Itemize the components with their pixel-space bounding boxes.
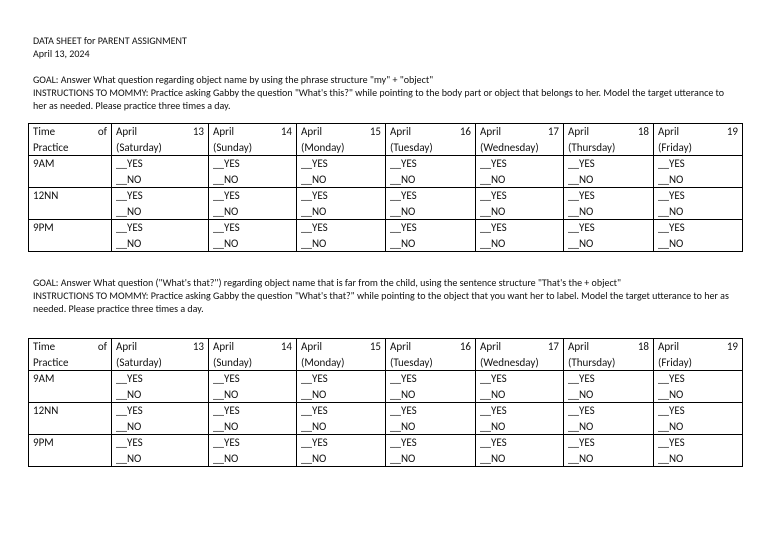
no-option: __NO bbox=[116, 419, 142, 433]
yes-option: __YES bbox=[213, 221, 240, 234]
yes-no-cell[interactable] bbox=[476, 188, 564, 220]
time-cell bbox=[29, 188, 112, 220]
no-option: __NO bbox=[658, 172, 684, 186]
yes-no-cell[interactable] bbox=[564, 403, 654, 435]
yes-option: __YES bbox=[390, 221, 417, 234]
yes-option: __YES bbox=[301, 157, 328, 170]
time-label: 9AM bbox=[33, 157, 55, 170]
header-of-label: of bbox=[97, 340, 107, 353]
yes-option: __YES bbox=[568, 157, 595, 170]
no-option: __NO bbox=[658, 236, 684, 250]
yes-no-cell[interactable] bbox=[654, 403, 743, 435]
yes-option: __YES bbox=[658, 221, 685, 234]
yes-option: __YES bbox=[568, 189, 595, 202]
no-option: __NO bbox=[390, 236, 416, 250]
no-option: __NO bbox=[213, 387, 239, 401]
yes-no-cell[interactable] bbox=[297, 371, 386, 403]
day-month: April bbox=[116, 125, 138, 138]
no-option: __NO bbox=[213, 204, 239, 218]
yes-no-cell[interactable] bbox=[209, 156, 297, 188]
day-month: April bbox=[568, 125, 590, 138]
day-month: April bbox=[116, 340, 138, 353]
yes-no-cell[interactable] bbox=[654, 435, 743, 467]
no-option: __NO bbox=[480, 419, 506, 433]
no-option: __NO bbox=[568, 419, 594, 433]
day-header bbox=[476, 124, 564, 156]
yes-option: __YES bbox=[658, 157, 685, 170]
yes-no-cell[interactable] bbox=[654, 220, 743, 252]
no-option: __NO bbox=[390, 419, 416, 433]
day-month: April bbox=[658, 125, 680, 138]
no-option: __NO bbox=[301, 451, 327, 465]
day-weekday: (Monday) bbox=[301, 355, 345, 369]
time-cell bbox=[29, 156, 112, 188]
yes-no-cell[interactable] bbox=[386, 156, 476, 188]
no-option: __NO bbox=[213, 451, 239, 465]
no-option: __NO bbox=[568, 172, 594, 186]
day-header bbox=[564, 124, 654, 156]
yes-option: __YES bbox=[116, 372, 143, 385]
day-header bbox=[297, 339, 386, 371]
no-option: __NO bbox=[116, 236, 142, 250]
yes-option: __YES bbox=[301, 221, 328, 234]
yes-no-cell[interactable] bbox=[386, 403, 476, 435]
yes-option: __YES bbox=[658, 189, 685, 202]
yes-option: __YES bbox=[116, 189, 143, 202]
header-time-label: Time bbox=[33, 125, 56, 138]
yes-option: __YES bbox=[480, 404, 507, 417]
yes-no-cell[interactable] bbox=[564, 188, 654, 220]
yes-option: __YES bbox=[213, 189, 240, 202]
yes-no-cell[interactable] bbox=[654, 188, 743, 220]
no-option: __NO bbox=[658, 387, 684, 401]
yes-no-cell[interactable] bbox=[209, 188, 297, 220]
yes-no-cell[interactable] bbox=[112, 156, 209, 188]
no-option: __NO bbox=[480, 451, 506, 465]
document-header bbox=[33, 34, 187, 60]
day-header bbox=[209, 339, 297, 371]
yes-no-cell[interactable] bbox=[654, 156, 743, 188]
no-option: __NO bbox=[658, 419, 684, 433]
day-number: 13 bbox=[192, 125, 204, 138]
section1-text bbox=[33, 73, 733, 112]
table-row bbox=[29, 188, 743, 220]
time-label: 12NN bbox=[33, 404, 59, 417]
day-weekday: (Wednesday) bbox=[480, 140, 539, 154]
document-title: DATA SHEET for PARENT ASSIGNMENT bbox=[33, 34, 187, 47]
yes-no-cell[interactable] bbox=[112, 371, 209, 403]
no-option: __NO bbox=[301, 387, 327, 401]
table-row bbox=[29, 156, 743, 188]
day-month: April bbox=[658, 340, 680, 353]
yes-no-cell[interactable] bbox=[209, 403, 297, 435]
no-option: __NO bbox=[301, 204, 327, 218]
day-number: 19 bbox=[726, 340, 738, 353]
section2-text bbox=[33, 276, 733, 315]
day-number: 14 bbox=[280, 125, 292, 138]
yes-no-cell[interactable] bbox=[564, 435, 654, 467]
yes-option: __YES bbox=[301, 436, 328, 449]
no-option: __NO bbox=[568, 236, 594, 250]
day-number: 19 bbox=[726, 125, 738, 138]
yes-no-cell[interactable] bbox=[112, 220, 209, 252]
day-header bbox=[654, 339, 743, 371]
day-number: 15 bbox=[369, 125, 381, 138]
no-option: __NO bbox=[301, 419, 327, 433]
day-number: 18 bbox=[637, 125, 649, 138]
no-option: __NO bbox=[213, 419, 239, 433]
yes-option: __YES bbox=[390, 372, 417, 385]
table-row bbox=[29, 371, 743, 403]
yes-option: __YES bbox=[213, 157, 240, 170]
data-table-2 bbox=[28, 338, 743, 467]
yes-no-cell[interactable] bbox=[386, 371, 476, 403]
day-header bbox=[654, 124, 743, 156]
day-number: 16 bbox=[459, 125, 471, 138]
yes-option: __YES bbox=[568, 436, 595, 449]
day-number: 17 bbox=[547, 125, 559, 138]
yes-option: __YES bbox=[301, 189, 328, 202]
yes-option: __YES bbox=[658, 372, 685, 385]
yes-no-cell[interactable] bbox=[564, 371, 654, 403]
no-option: __NO bbox=[116, 172, 142, 186]
no-option: __NO bbox=[390, 451, 416, 465]
day-weekday: (Saturday) bbox=[116, 140, 162, 154]
time-cell bbox=[29, 220, 112, 252]
no-option: __NO bbox=[568, 387, 594, 401]
day-weekday: (Saturday) bbox=[116, 355, 162, 369]
yes-option: __YES bbox=[213, 436, 240, 449]
no-option: __NO bbox=[301, 236, 327, 250]
no-option: __NO bbox=[568, 204, 594, 218]
yes-option: __YES bbox=[116, 157, 143, 170]
day-number: 13 bbox=[192, 340, 204, 353]
yes-no-cell[interactable] bbox=[209, 371, 297, 403]
day-month: April bbox=[301, 125, 323, 138]
time-label: 9AM bbox=[33, 372, 55, 385]
day-weekday: (Thursday) bbox=[568, 355, 616, 369]
yes-no-cell[interactable] bbox=[297, 188, 386, 220]
day-header bbox=[386, 339, 476, 371]
time-label: 9PM bbox=[33, 221, 54, 234]
no-option: __NO bbox=[658, 204, 684, 218]
no-option: __NO bbox=[480, 172, 506, 186]
table-row bbox=[29, 403, 743, 435]
yes-option: __YES bbox=[213, 372, 240, 385]
data-table-1 bbox=[28, 123, 743, 252]
header-of-label: of bbox=[97, 125, 107, 138]
yes-no-cell[interactable] bbox=[654, 371, 743, 403]
no-option: __NO bbox=[568, 451, 594, 465]
time-label: 12NN bbox=[33, 189, 59, 202]
day-month: April bbox=[568, 340, 590, 353]
yes-option: __YES bbox=[480, 189, 507, 202]
yes-option: __YES bbox=[568, 221, 595, 234]
day-number: 14 bbox=[280, 340, 292, 353]
day-weekday: (Sunday) bbox=[213, 355, 253, 369]
table-header-row bbox=[29, 339, 743, 371]
day-weekday: (Wednesday) bbox=[480, 355, 539, 369]
day-number: 18 bbox=[637, 340, 649, 353]
yes-no-cell[interactable] bbox=[209, 435, 297, 467]
no-option: __NO bbox=[390, 204, 416, 218]
yes-no-cell[interactable] bbox=[209, 220, 297, 252]
day-month: April bbox=[390, 125, 412, 138]
yes-option: __YES bbox=[301, 372, 328, 385]
day-header bbox=[112, 124, 209, 156]
yes-no-cell[interactable] bbox=[476, 371, 564, 403]
time-cell bbox=[29, 435, 112, 467]
yes-no-cell[interactable] bbox=[112, 188, 209, 220]
no-option: __NO bbox=[213, 236, 239, 250]
header-practice-label: Practice bbox=[33, 140, 69, 154]
header-practice-label: Practice bbox=[33, 355, 69, 369]
table-row bbox=[29, 220, 743, 252]
yes-no-cell[interactable] bbox=[297, 220, 386, 252]
time-label: 9PM bbox=[33, 436, 54, 449]
yes-option: __YES bbox=[116, 404, 143, 417]
time-cell bbox=[29, 371, 112, 403]
yes-no-cell[interactable] bbox=[112, 403, 209, 435]
day-weekday: (Friday) bbox=[658, 140, 692, 154]
yes-no-cell[interactable] bbox=[297, 403, 386, 435]
day-header bbox=[476, 339, 564, 371]
section1-goal: GOAL: Answer What question regarding object name by using the phrase structure "my" + "object" bbox=[33, 73, 434, 86]
no-option: __NO bbox=[480, 204, 506, 218]
document-date: April 13, 2024 bbox=[33, 47, 90, 60]
day-month: April bbox=[390, 340, 412, 353]
day-header bbox=[564, 339, 654, 371]
day-month: April bbox=[213, 125, 235, 138]
no-option: __NO bbox=[213, 172, 239, 186]
no-option: __NO bbox=[658, 451, 684, 465]
no-option: __NO bbox=[116, 204, 142, 218]
day-month: April bbox=[480, 340, 502, 353]
yes-option: __YES bbox=[480, 221, 507, 234]
header-time-label: Time bbox=[33, 340, 56, 353]
day-month: April bbox=[213, 340, 235, 353]
yes-no-cell[interactable] bbox=[476, 220, 564, 252]
yes-option: __YES bbox=[658, 404, 685, 417]
yes-no-cell[interactable] bbox=[476, 403, 564, 435]
no-option: __NO bbox=[116, 387, 142, 401]
yes-no-cell[interactable] bbox=[297, 156, 386, 188]
day-header bbox=[209, 124, 297, 156]
day-number: 17 bbox=[547, 340, 559, 353]
day-number: 16 bbox=[459, 340, 471, 353]
no-option: __NO bbox=[116, 451, 142, 465]
yes-option: __YES bbox=[480, 436, 507, 449]
yes-option: __YES bbox=[480, 372, 507, 385]
yes-option: __YES bbox=[480, 157, 507, 170]
no-option: __NO bbox=[390, 387, 416, 401]
yes-option: __YES bbox=[390, 404, 417, 417]
yes-no-cell[interactable] bbox=[386, 220, 476, 252]
yes-no-cell[interactable] bbox=[564, 156, 654, 188]
no-option: __NO bbox=[480, 236, 506, 250]
no-option: __NO bbox=[301, 172, 327, 186]
day-header bbox=[386, 124, 476, 156]
yes-no-cell[interactable] bbox=[476, 435, 564, 467]
yes-no-cell[interactable] bbox=[112, 435, 209, 467]
section2-goal: GOAL: Answer What question ("What's that?") regarding object name that is far from the child, using the sentence structure "That's the + object" bbox=[33, 276, 622, 289]
yes-option: __YES bbox=[568, 372, 595, 385]
yes-option: __YES bbox=[390, 189, 417, 202]
yes-option: __YES bbox=[213, 404, 240, 417]
time-of-practice-header bbox=[29, 339, 112, 371]
yes-no-cell[interactable] bbox=[564, 220, 654, 252]
day-header bbox=[112, 339, 209, 371]
day-number: 15 bbox=[369, 340, 381, 353]
time-cell bbox=[29, 403, 112, 435]
day-weekday: (Monday) bbox=[301, 140, 345, 154]
day-weekday: (Friday) bbox=[658, 355, 692, 369]
yes-no-cell[interactable] bbox=[386, 435, 476, 467]
yes-no-cell[interactable] bbox=[297, 435, 386, 467]
yes-option: __YES bbox=[568, 404, 595, 417]
yes-no-cell[interactable] bbox=[386, 188, 476, 220]
day-header bbox=[297, 124, 386, 156]
day-weekday: (Thursday) bbox=[568, 140, 616, 154]
table-row bbox=[29, 435, 743, 467]
day-weekday: (Tuesday) bbox=[390, 140, 433, 154]
section2-instructions: INSTRUCTIONS TO MOMMY: Practice asking Gabby the question "What's that?" while pointing to the object that you want her to label. Model the target utterance to her as needed. Please practice three times a day. bbox=[33, 289, 729, 315]
day-weekday: (Tuesday) bbox=[390, 355, 433, 369]
no-option: __NO bbox=[390, 172, 416, 186]
yes-option: __YES bbox=[390, 436, 417, 449]
yes-option: __YES bbox=[658, 436, 685, 449]
yes-option: __YES bbox=[116, 436, 143, 449]
section1-instructions: INSTRUCTIONS TO MOMMY: Practice asking Gabby the question "What's this?" while pointing to the body part or object that belongs to her. Model the target utterance to her as needed. Please practice three times a day. bbox=[33, 86, 725, 112]
table-header-row bbox=[29, 124, 743, 156]
yes-option: __YES bbox=[301, 404, 328, 417]
day-month: April bbox=[301, 340, 323, 353]
time-of-practice-header bbox=[29, 124, 112, 156]
day-month: April bbox=[480, 125, 502, 138]
yes-option: __YES bbox=[390, 157, 417, 170]
yes-no-cell[interactable] bbox=[476, 156, 564, 188]
day-weekday: (Sunday) bbox=[213, 140, 253, 154]
no-option: __NO bbox=[480, 387, 506, 401]
yes-option: __YES bbox=[116, 221, 143, 234]
